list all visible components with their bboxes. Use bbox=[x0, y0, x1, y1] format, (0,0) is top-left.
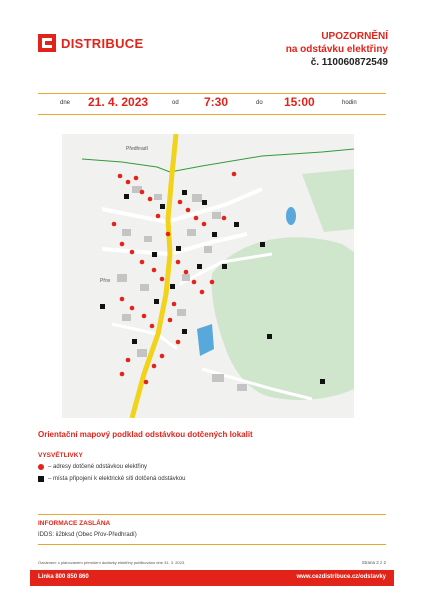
info-text: IDDS: ii2bksd (Obec Přov-Předhradí) bbox=[38, 532, 137, 538]
outage-map bbox=[62, 134, 354, 418]
footer-bar bbox=[30, 570, 394, 586]
notice-number: č. 110060872549 bbox=[310, 57, 388, 68]
hours-label: hodin bbox=[342, 100, 357, 106]
legend-item-address bbox=[38, 464, 147, 470]
day-label: dne bbox=[60, 100, 71, 106]
logo-text: DISTRIBUCE bbox=[61, 35, 144, 51]
logo-mark-icon bbox=[38, 34, 56, 52]
info-title: INFORMACE ZASLÁNA bbox=[38, 520, 111, 527]
legend-item-connection bbox=[38, 476, 185, 482]
legend-title: VYSVĚTLIVKY bbox=[38, 452, 83, 459]
page-number: Strana 2 z 2 bbox=[361, 560, 386, 565]
to-label: do bbox=[256, 100, 263, 106]
outage-schedule bbox=[38, 93, 386, 115]
black-square-icon bbox=[38, 476, 44, 482]
from-time: 7:30 bbox=[204, 95, 229, 109]
footer-website-link[interactable]: www.cezdistribuce.cz/odstavky bbox=[296, 574, 386, 580]
company-logo bbox=[38, 34, 143, 52]
map-label-north: Předhradí bbox=[126, 146, 148, 152]
divider bbox=[38, 514, 386, 515]
notice-heading bbox=[286, 30, 388, 69]
map-caption: Orientační mapový podklad odstávkou dotčených lokalit bbox=[38, 430, 253, 439]
notice-title: UPOZORNĚNÍ bbox=[321, 31, 388, 42]
legend-text: – adresy dotčené odstávkou elektřiny bbox=[48, 464, 148, 470]
pond bbox=[286, 207, 296, 225]
notice-subtitle: na odstávku elektřiny bbox=[285, 44, 388, 55]
legend-text: – místa připojení k elektrické síti dotčená odstávkou bbox=[48, 476, 186, 482]
to-time: 15:00 bbox=[284, 95, 315, 109]
red-dot-icon bbox=[38, 464, 44, 470]
divider bbox=[38, 544, 386, 545]
publication-footnote: Oznámení o plánovaném přerušení dodávky elektřiny publikováno dne 31. 3. 2023. bbox=[38, 560, 186, 565]
outage-date: 21. 4. 2023 bbox=[88, 95, 149, 109]
map-label-south: Přov bbox=[100, 278, 111, 284]
from-label: od bbox=[172, 100, 179, 106]
footer-phone: Linka 800 850 860 bbox=[38, 574, 89, 580]
